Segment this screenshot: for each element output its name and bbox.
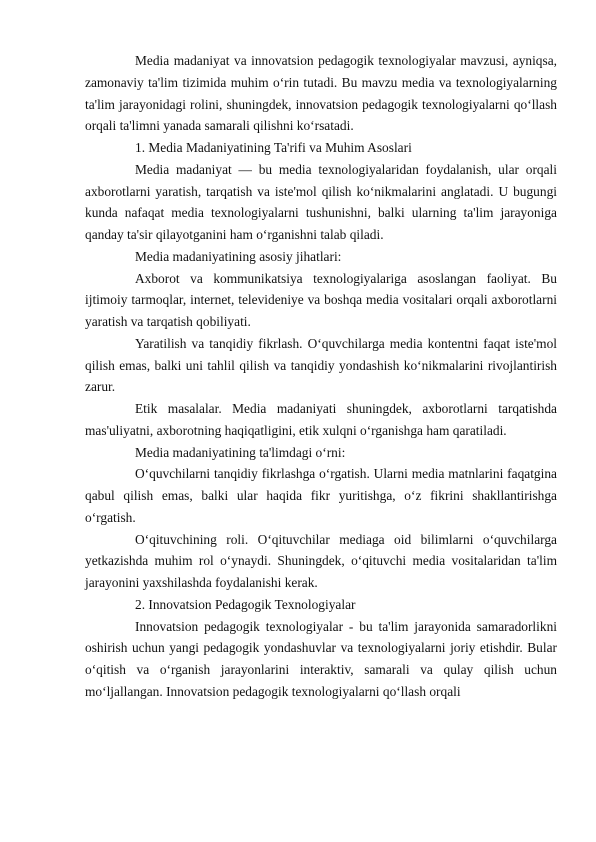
section-heading-media-culture: 1. Media Madaniyatining Ta'rifi va Muhim Asoslari: [135, 140, 412, 155]
aspect-critical-thinking-paragraph: Yaratilish va tanqidiy fikrlash. O‘quvchilarga media kontentni faqat iste'mol qilish emas, balki uni tahlil qilish va tanqidiy yondashish ko‘nikmalarini rivojlantirish zarur.: [85, 335, 557, 395]
aspect-ict-paragraph: Axborot va kommunikatsiya texnologiyalariga asoslangan faoliyat. Bu ijtimoiy tarmoqlar, internet, televideniye va boshqa media vositalari orqali axborotlarni yaratish va tarqatish qobiliyati.: [85, 270, 557, 329]
aspect-ethics-paragraph: Etik masalalar. Media madaniyati shuningdek, axborotlarni tarqatishda mas'uliyatni, axborotning haqiqatligini, etik xulqni o‘rganishga ham qaratiladi.: [85, 401, 557, 438]
teaching-critical-thinking-paragraph: O‘quvchilarni tanqidiy fikrlashga o‘rgatish. Ularni media matnlarini faqatgina qabul qilish emas, balki ular haqida fikr yuritishga, o‘z fikrini shakllantirishga o‘rgatish.: [85, 466, 557, 525]
innovative-tech-paragraph: Innovatsion pedagogik texnologiyalar - bu ta'lim jarayonida samaradorlikni oshirish uchun yangi pedagogik yondashuvlar va texnologiyalarni joriy etishdir. Bular o‘qitish va o‘rganish jarayonlarini interaktiv, samarali va qulay qilish uchun mo‘ljallangan. Innovatsion pedagogik texnologiyalarni qo‘llash orqali: [85, 618, 557, 699]
section-heading-innovative-tech: 2. Innovatsion Pedagogik Texnologiyalar: [135, 596, 356, 612]
teacher-role-paragraph: O‘qituvchining roli. O‘qituvchilar mediaga oid bilimlarni o‘quvchilarga yetkazishda muhim rol o‘ynaydi. Shuningdek, o‘qituvchi media vositalaridan ta'lim jarayonini yaxshilashda foydalanishi kerak.: [85, 531, 557, 590]
intro-paragraph: Media madaniyat va innovatsion pedagogik texnologiyalar mavzusi, ayniqsa, zamonaviy ta'lim tizimida muhim o‘rin tutadi. Bu mavzu media va texnologiyalarning ta'lim jarayonidagi rolini, shuningdek, innovatsion pedagogik texnologiyalarni qo‘llash orqali ta'limni yanada samarali qilishni ko‘rsatadi.: [85, 53, 557, 134]
main-aspects-label: Media madaniyatining asosiy jihatlari:: [135, 248, 342, 264]
media-culture-definition-paragraph: Media madaniyat — bu media texnologiyalaridan foydalanish, ular orqali axborotlarni yaratish, tarqatish va iste'mol qilish ko‘nikmalarini anglatadi. U bugungi kunda nafaqat media texnologiyalarni tushunishni, balki ularning ta'lim jarayoniga qanday ta'sir qilayotganini ham o‘rganishni talab qiladi.: [85, 161, 557, 242]
document-page: [85, 50, 557, 703]
role-in-education-label: Media madaniyatining ta'limdagi o‘rni:: [135, 444, 346, 460]
